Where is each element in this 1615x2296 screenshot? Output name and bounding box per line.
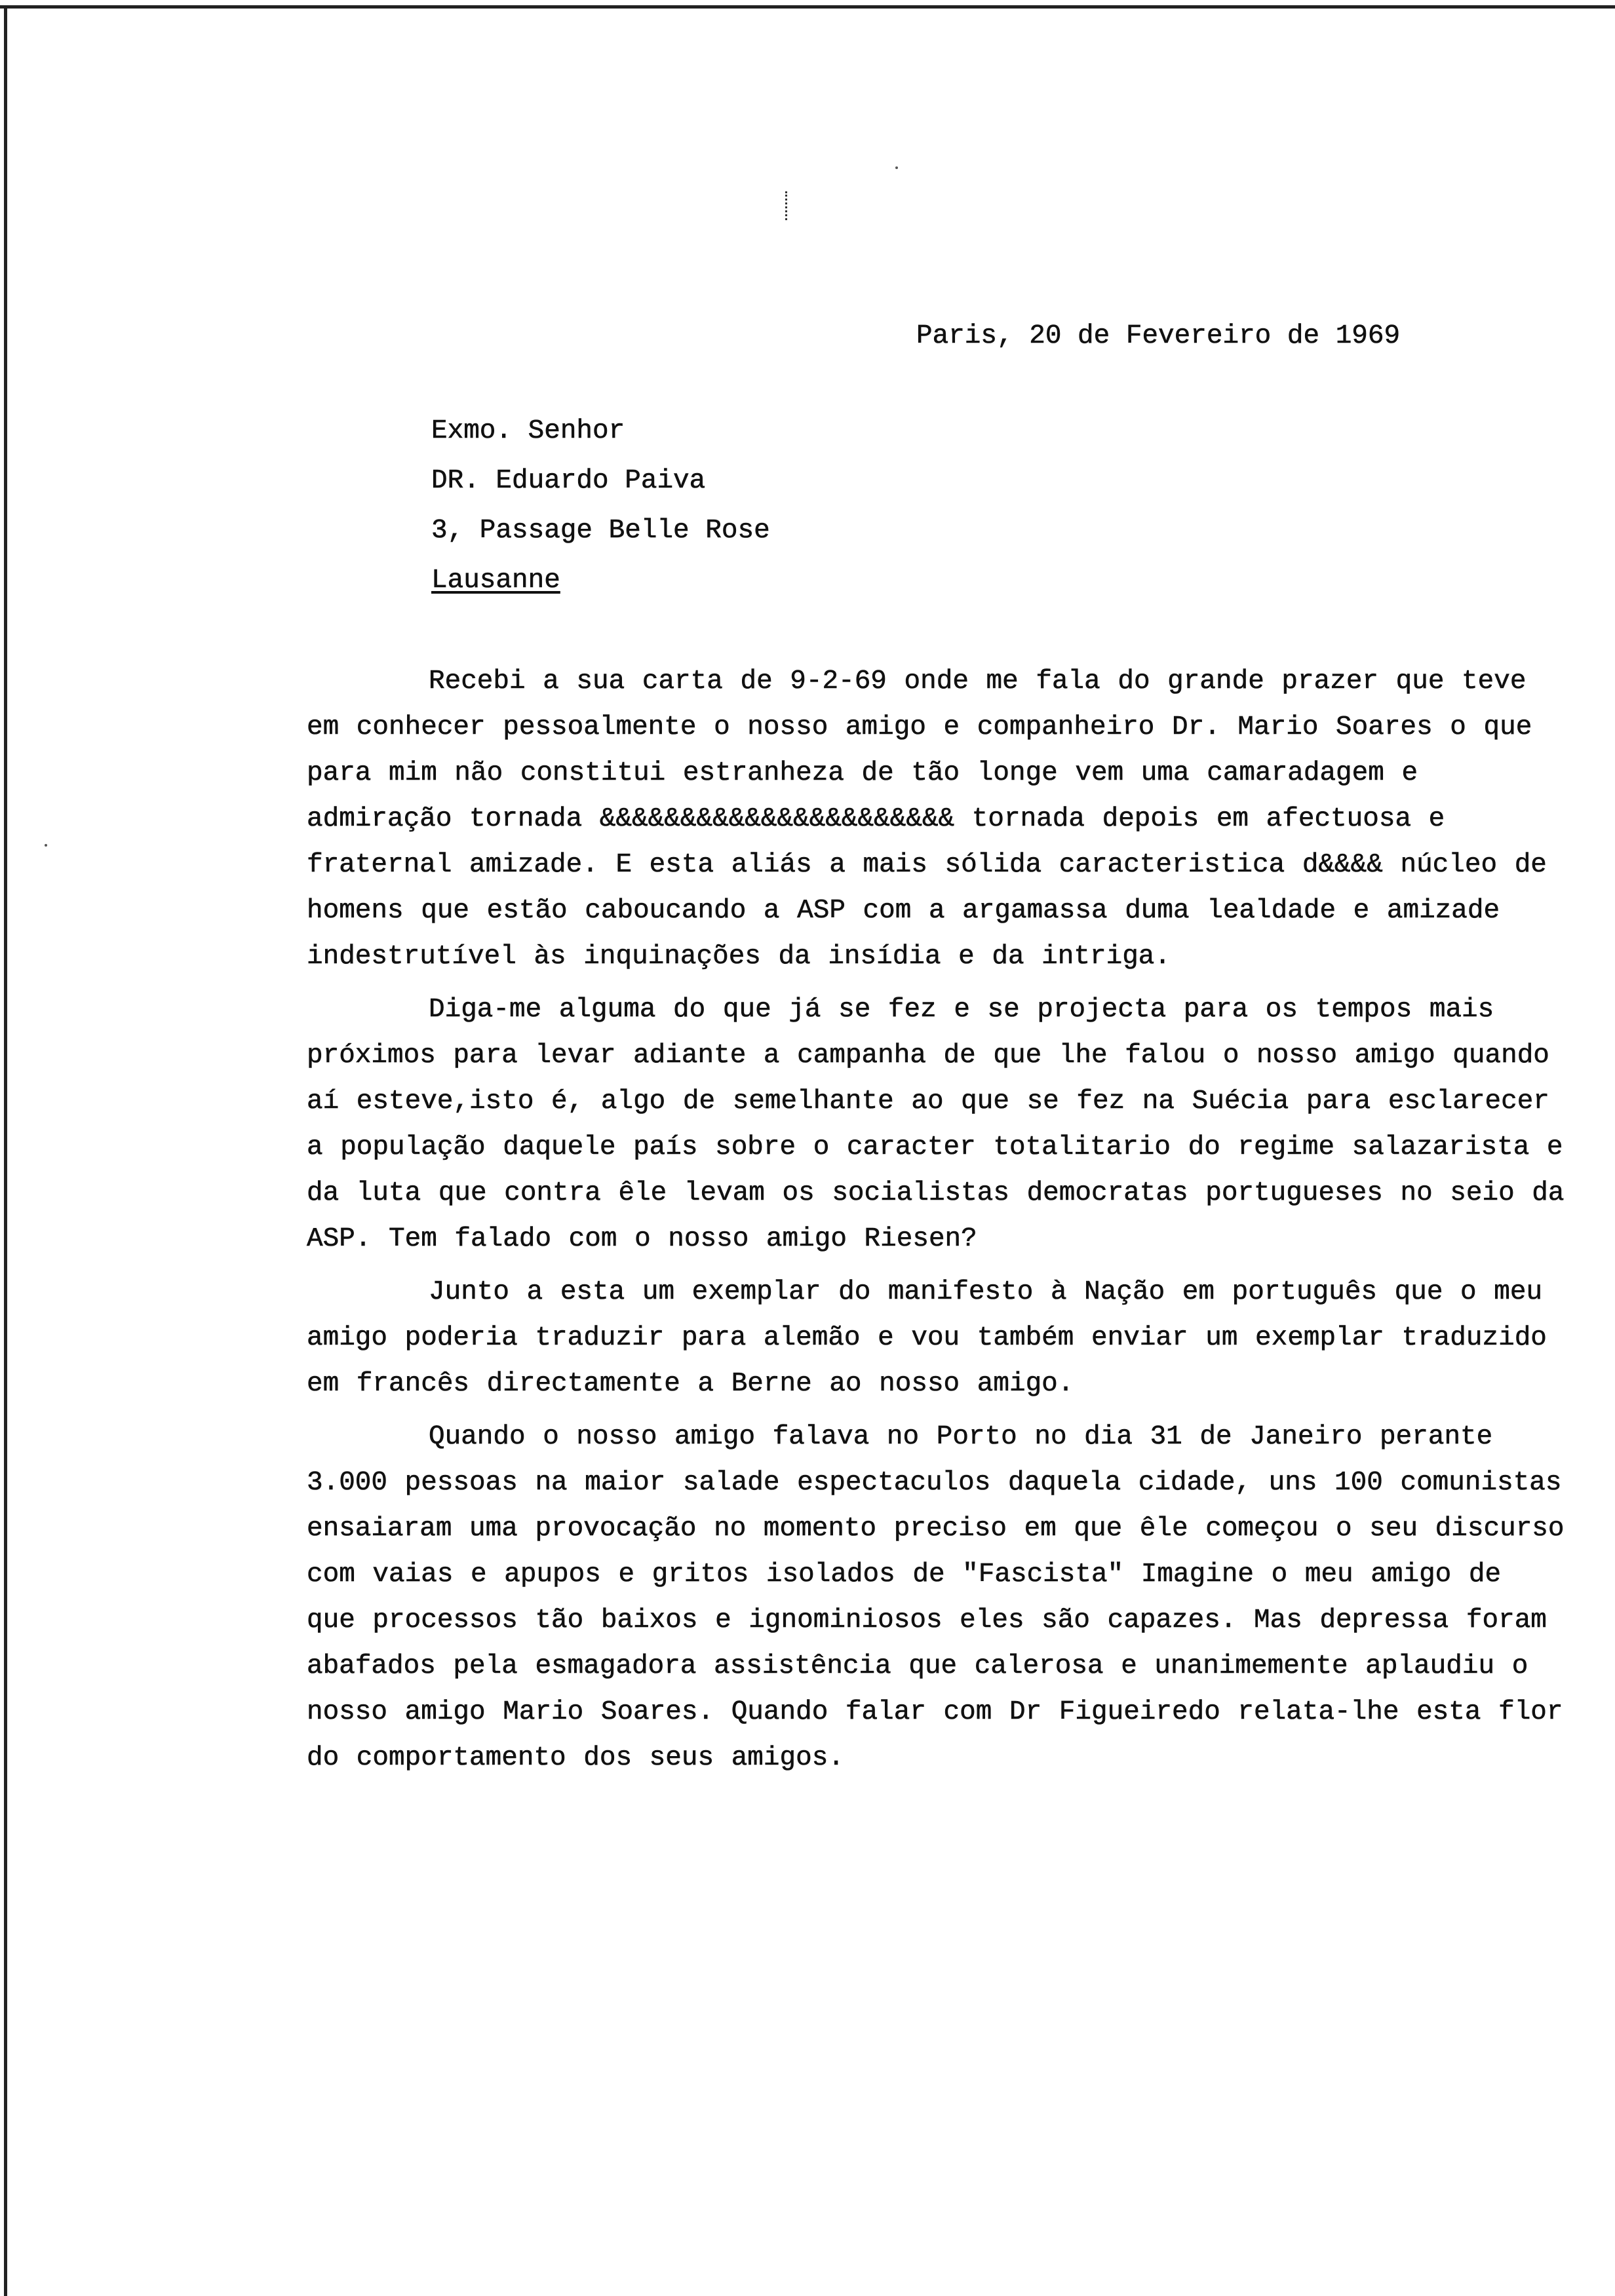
scan-left-edge	[4, 5, 7, 2296]
paragraph: Junto a esta um exemplar do manifesto à Nação em português que o meu amigo poderia traduzir para alemão e vou também enviar um exemplar traduzido em francês directamente a Berne ao nosso amigo.	[307, 1277, 1547, 1399]
scan-speck	[785, 191, 791, 220]
recipient-salutation: Exmo. Senhor	[431, 416, 625, 446]
letter-body	[307, 659, 1565, 1788]
scan-top-edge	[0, 5, 1615, 9]
scan-speck	[45, 844, 47, 847]
recipient-name: DR. Eduardo Paiva	[431, 466, 706, 496]
paragraph: Quando o nosso amigo falava no Porto no dia 31 de Janeiro perante 3.000 pessoas na maior salade espectaculos daquela cidade, uns 100 comunistas ensaiaram uma provocação no momento preciso em que êle começou o seu discurso com vaias e apupos e gritos isolados de "Fascista" Imagine o meu amigo de que processos tão baixos e ignominiosos eles são capazes. Mas depressa foram abafados pela esmagadora assistência que calerosa e unanimemente aplaudiu o nosso amigo Mario Soares. Quando falar com Dr Figueiredo relata-lhe esta flor do comportamento dos seus amigos.	[307, 1422, 1565, 1773]
place-date: Paris, 20 de Fevereiro de 1969	[916, 321, 1401, 351]
recipient-street: 3, Passage Belle Rose	[431, 516, 770, 546]
recipient-city: Lausanne	[431, 565, 560, 596]
scan-speck	[895, 166, 898, 169]
paragraph: Diga-me alguma do que já se fez e se projecta para os tempos mais próximos para levar adiante a campanha de que lhe falou o nosso amigo quando aí esteve,isto é, algo de semelhante ao que se fez na Suécia para esclarecer a população daquele país sobre o caracter totalitario do regime salazarista e da luta que contra êle levam os socialistas democratas portugueses no seio da ASP. Tem falado com o nosso amigo Riesen?	[307, 995, 1565, 1254]
recipient-address	[431, 406, 770, 605]
paragraph: Recebi a sua carta de 9-2-69 onde me fala do grande prazer que teve em conhecer pessoalmente o nosso amigo e companheiro Dr. Mario Soares o que para mim não constitui estranheza de tão longe vem uma camaradagem e admiração tornada &&&&&&&&&&&&&&&&&&&&&& tornada depois em afectuosa e fraternal amizade. E esta aliás a mais sólida caracteristica d&&&& núcleo de homens que estão caboucando a ASP com a argamassa duma lealdade e amizade indestrutível às inquinações da insídia e da intriga.	[307, 666, 1547, 972]
